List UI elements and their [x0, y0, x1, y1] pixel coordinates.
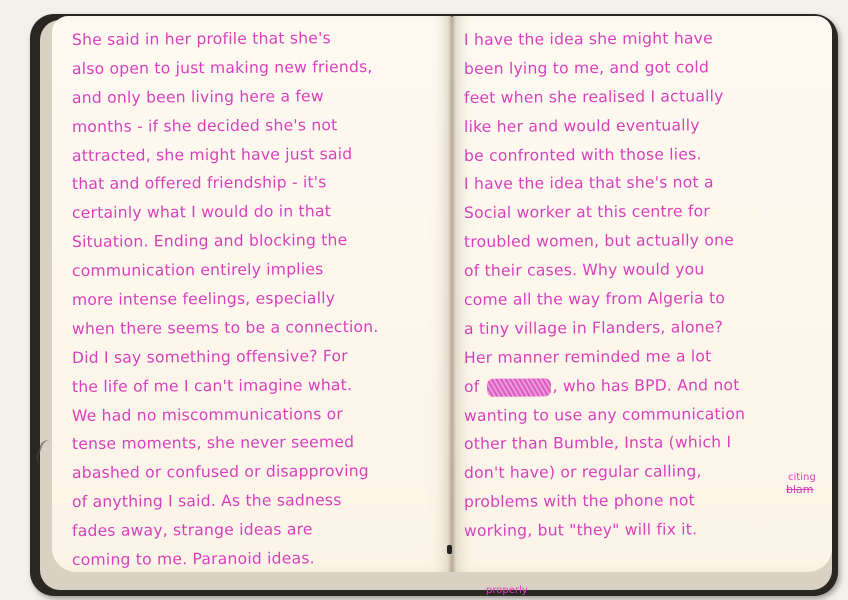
text-line: We had no miscommunications or	[71, 404, 344, 425]
crossed-out-word: blam	[786, 483, 814, 496]
text-line: fades away, strange ideas are	[71, 520, 313, 541]
text-line: tense moments, she never seemed	[71, 433, 355, 454]
text-line: the life of me I can't imagine what.	[71, 375, 353, 396]
redaction-scribble	[487, 378, 551, 396]
text-line: Situation. Ending and blocking the	[71, 231, 348, 252]
text-line: been lying to me, and got cold	[463, 58, 710, 78]
text-line: like her and would eventually	[463, 116, 700, 136]
text-line: other than Bumble, Insta (which I	[463, 433, 732, 454]
inserted-word: citing	[788, 472, 816, 483]
text-line: certainly what I would do in that	[71, 202, 332, 223]
text-line-redacted	[464, 370, 824, 401]
inserted-word: properly	[486, 585, 528, 596]
text-line: Her manner reminded me a lot	[463, 347, 712, 367]
text-line: be confronted with those lies.	[463, 144, 702, 165]
text-line: problems with the phone not	[463, 491, 695, 512]
text-fragment: of	[463, 377, 480, 396]
text-fragment: , who has BPD. And not	[552, 375, 740, 396]
text-line: of anything I said. As the sadness	[71, 491, 342, 512]
text-line: wanting to use any communication	[463, 404, 746, 425]
text-line: communication entirely implies	[71, 260, 324, 281]
text-line: months - if she decided she's not	[71, 115, 338, 136]
text-line: come all the way from Algeria to	[463, 289, 726, 310]
notebook-spine	[448, 16, 456, 572]
text-line: and only been living here a few	[71, 87, 324, 107]
text-line: feet when she realised I actually	[463, 86, 724, 107]
text-line: a tiny village in Flanders, alone?	[463, 318, 724, 338]
text-line: that and offered friendship - it's	[71, 173, 327, 194]
text-line: attracted, she might have just said	[71, 144, 353, 165]
text-line: when there seems to be a connection.	[71, 317, 379, 338]
text-line: I have the idea that she's not a	[463, 173, 714, 194]
right-page-text	[464, 26, 824, 546]
text-line: Social worker at this centre for	[463, 202, 711, 223]
text-line: coming to me. Paranoid ideas.	[71, 549, 315, 570]
text-line: Did I say something offensive? For	[71, 346, 348, 367]
text-line: more intense feelings, especially	[71, 289, 336, 310]
text-line: also open to just making new friends,	[71, 57, 373, 78]
text-line: of their cases. Why would you	[463, 260, 705, 281]
text-line: don't have) or regular calling,	[463, 462, 702, 483]
text-line: troubled women, but actually one	[463, 231, 735, 252]
text-line: working, but "they" will fix it.	[463, 520, 698, 541]
text-line: abashed or confused or disapproving	[71, 462, 369, 483]
text-line: I have the idea she might have	[463, 29, 713, 49]
text-line: She said in her profile that she's	[71, 29, 331, 49]
left-page-text	[72, 26, 448, 575]
